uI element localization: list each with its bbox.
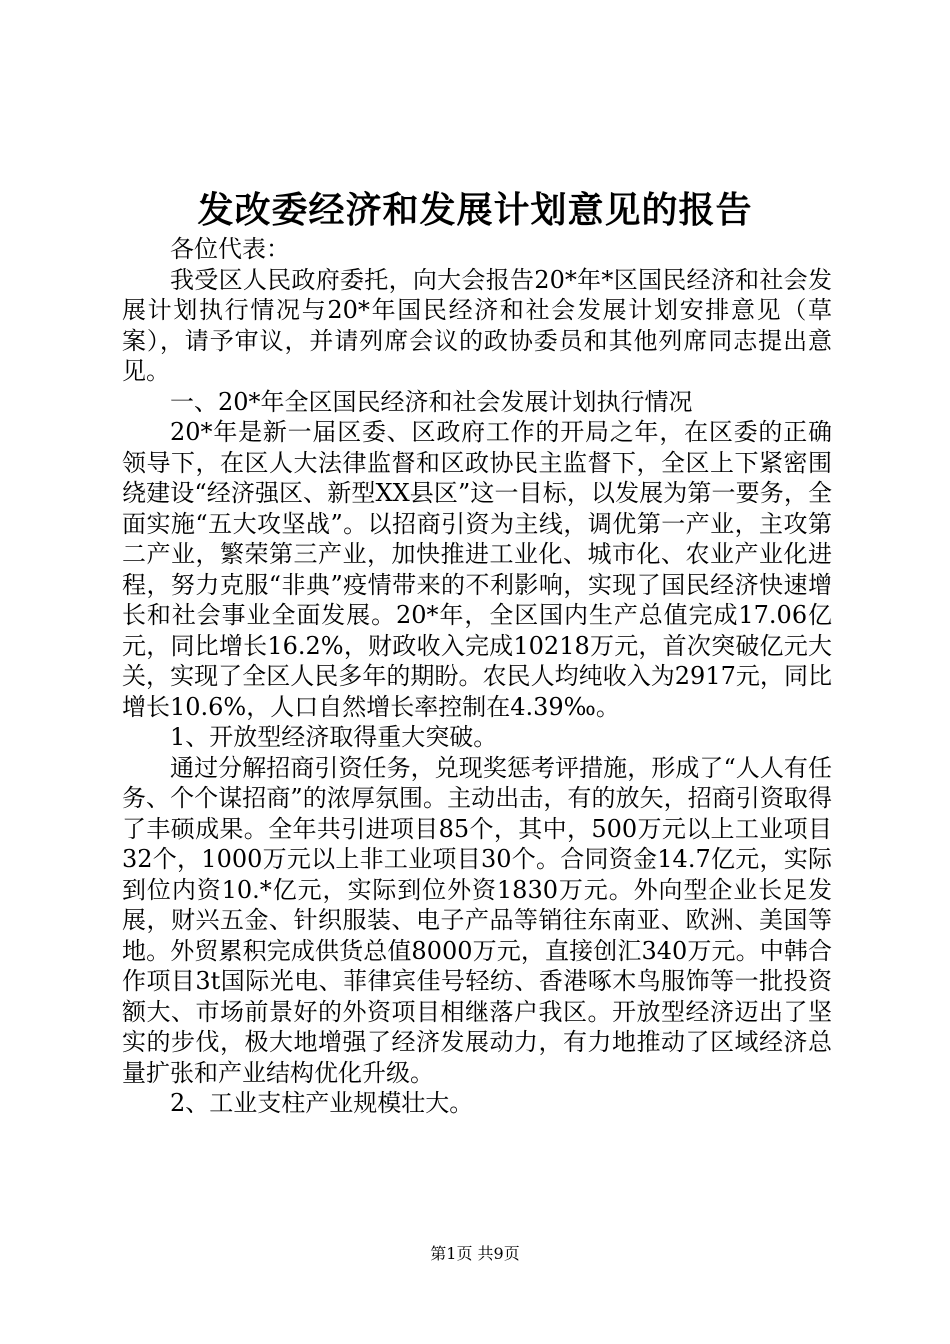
subsection-heading-2: 2、工业支柱产业规模壮大。: [170, 1089, 474, 1117]
document-body: [122, 234, 832, 1119]
overview-paragraph: 20*年是新一届区委、区政府工作的开局之年，在区委的正确领导下，在区人大法律监督和区政协民主监督下，全区上下紧密围绕建设“经济强区、新型XX县区”这一目标，以发展为第一要务，全面实施“五大攻坚战”。以招商引资为主线，调优第一产业，主攻第二产业，繁荣第三产业，加快推进工业化、城市化、农业产业化进程，努力克服“非典”疫情带来的不利影响，实现了国民经济快速增长和社会事业全面发展。20*年，全区国内生产总值完成17.06亿元，同比增长16.2%，财政收入完成10218万元，首次突破亿元大关，实现了全区人民多年的期盼。农民人均纯收入为2917元，同比增长10.6%，人口自然增长率控制在4.39‰。: [122, 418, 832, 721]
salutation: 各位代表：: [170, 235, 290, 263]
page-number-footer: 第1页 共9页: [430, 1244, 520, 1263]
section-heading-1: 一、20*年全区国民经济和社会发展计划执行情况: [170, 387, 693, 416]
open-economy-paragraph: 通过分解招商引资任务，兑现奖惩考评措施，形成了“人人有任务、个个谋招商”的浓厚氛围。主动出击，有的放矢，招商引资取得了丰硕成果。全年共引进项目85个，其中，500万元以上工业项目32个，1000万元以上非工业项目30个。合同资金14.7亿元，实际到位内资10.*亿元，实际到位外资1830万元。外向型企业长足发展，财兴五金、针织服装、电子产品等销往东南亚、欧洲、美国等地。外贸累积完成供货总值8000万元，直接创汇340万元。中韩合作项目3t国际光电、菲律宾佳号轻纺、香港啄木鸟服饰等一批投资额大、市场前景好的外资项目相继落户我区。开放型经济迈出了坚实的步伐，极大地增强了经济发展动力，有力地推动了区域经济总量扩张和产业结构优化升级。: [122, 753, 832, 1087]
subsection-heading-1: 1、开放型经济取得重大突破。: [170, 723, 498, 751]
document-title: 发改委经济和发展计划意见的报告: [197, 189, 753, 231]
intro-paragraph: 我受区人民政府委托，向大会报告20*年*区国民经济和社会发展计划执行情况与20*年国民经济和社会发展计划安排意见（草案），请予审议，并请列席会议的政协委员和其他列席同志提出意见。: [122, 265, 832, 385]
